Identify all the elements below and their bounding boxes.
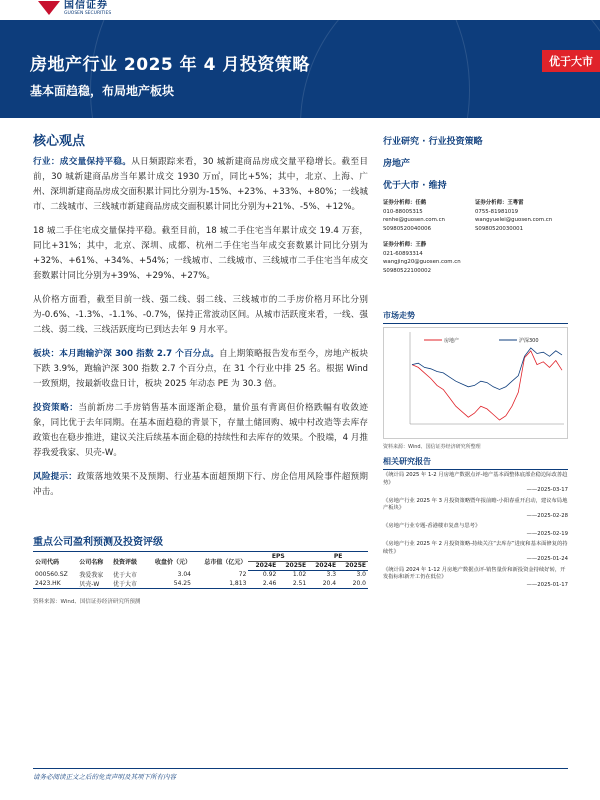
logo-bar (0, 0, 600, 20)
para-price: 从价格方面看，截至目前一线、强二线、弱二线、三线城市的二手房价格月环比分别为-0.6%、-1.3%、-1.1%、-0.7%，保持正常波动区间。从城市活跃度来看，一线、强二线、弱二线、三线活跃度均已到达去年 9 月水平。 (33, 295, 368, 335)
brand-logo (38, 0, 111, 17)
th-code: 公司代码 (35, 558, 60, 566)
para-secondhand: 18 城二手住宅成交量保持平稳。截至目前，18 城二手住宅当年累计成交 19.4 万套，同比+31%；其中，北京、深圳、成都、杭州二手住宅当年成交套数累计同比分别为+32%、+61%、+34%、+54%；一线城市、二线城市、三线城市二手住宅当年成交套数累计同比分别为+39%、+29%、+27%。 (33, 226, 368, 281)
para-strategy: 投资策略：当前新房二手房销售基本面逐渐企稳，量价虽有背离但价格跌幅有收敛迹象，同比优于去年同期。在基本面趋稳的背景下，存量土储回购、城中村改造等去库存政策也在稳步推进，建议关注后续基本面企稳的持续性和去库存的效果。个股端，4 月推荐我爱我家、贝壳-W。 (33, 403, 368, 458)
table-source: 资料来源：Wind、国信证券经济研究所预测 (33, 599, 141, 605)
th-eps: EPS (248, 552, 308, 561)
table-title: 重点公司盈利预测及投资评级 (33, 537, 163, 548)
report-item[interactable]: 《房地产行业专题-香港楼市复盘与思考》 ——2025-02-19 (383, 523, 568, 537)
industry-name: 房地产 (383, 159, 411, 169)
table-row: 000560.SZ 我爱我家 优于大市 3.04 72 0.92 1.02 3.3 3.0 (35, 571, 366, 579)
industry-rating: 优于大市 · 维持 (383, 181, 447, 191)
sidebar (383, 130, 568, 588)
core-heading: 核心观点 (33, 134, 86, 149)
th-rating: 投资评级 (113, 558, 138, 566)
th-eps-2025: 2025E (278, 561, 308, 570)
analyst-card: 证券分析师：王静 021-60893314 wangjing20@guosen.com.cn S0980522100002 (383, 242, 461, 274)
para-risk: 风险提示：政策落地效果不及预期、行业基本面超预期下行、房企信用风险事件超预期冲击。 (33, 472, 368, 497)
th-pe: PE (308, 552, 368, 561)
trend-svg (384, 328, 569, 440)
th-mcap: 总市值（亿元） (204, 558, 247, 566)
report-item[interactable]: 《房地产行业 2025 年 2 月投资策略-持续关注“去库存”进度和基本面修复的持续性》 ——2025-01-24 (383, 541, 568, 562)
th-pe-2025: 2025E (338, 561, 368, 570)
table-row: 2423.HK 贝壳-W 优于大市 54.25 1,813 2.46 2.51 20.4 20.0 (35, 580, 366, 588)
report-category: 行业研究 · 行业投资策略 (383, 137, 483, 147)
logo-cn: 国信证券 (64, 0, 108, 11)
report-item[interactable]: 《统计局 2024 年 1-12 月房地产数据点评-销售量价和新投资金持续好转，开发指标和新开工仍在低位》 ——2025-01-17 (383, 566, 568, 588)
disclaimer-footer: 请务必阅读正文之后的免责声明及其项下所有内容 (33, 773, 176, 781)
th-name: 公司名称 (79, 558, 104, 566)
th-eps-2024: 2024E (248, 561, 278, 570)
legend-label-b: 沪深300 (519, 338, 539, 344)
analyst-card: 证券分析师：王粤雷 0755-81981019 wangyuelei@guosen.com.cn S0980520030001 (475, 200, 553, 232)
rating-badge: 优于大市 (542, 50, 600, 72)
para-industry: 行业：成交量保持平稳。从日频跟踪来看，30 城新建商品房成交量平稳增长。截至目前，30 城新建商品房当年累计成交 1930 万㎡，同比+5%；其中，北京、上海、广州、深圳新建商品房成交面积累计同比分别为-15%、+23%、+33%、+80%；一线城市、二线城市、三线城市新建商品房成交面积累计同比分别为+21%、-5%、+12%。 (33, 157, 368, 212)
report-subtitle: 基本面趋稳，布局地产板块 (30, 84, 175, 98)
report-header (0, 20, 600, 118)
analyst-card: 证券分析师：任鹤 010-88005315 renhe@guosen.com.cn S0980520040006 (383, 200, 445, 232)
trend-heading: 市场走势 (383, 310, 568, 324)
report-item[interactable]: 《统计局 2025 年 1-2 月房地产数据点评-地产基本面整体底部企稳边际改善趋势》 ——2025-03-17 (383, 472, 568, 493)
logo-en: GUOSEN SECURITIES (64, 11, 112, 16)
report-item[interactable]: 《房地产行业 2025 年 3 月投资策略暨年报前瞻-小阳春重开启动，建议布局地产板块》 ——2025-02-28 (383, 497, 568, 519)
logo-icon (38, 1, 60, 17)
report-title: 房地产行业 2025 年 4 月投资策略 (30, 55, 310, 75)
footer-divider (33, 768, 568, 769)
forecast-table (33, 551, 368, 589)
analyst-list (383, 199, 568, 275)
th-pe-2024: 2024E (308, 561, 338, 570)
series-line-0 (412, 351, 562, 420)
related-reports (383, 472, 568, 592)
para-sector: 板块：本月跑输沪深 300 指数 2.7 个百分点。自上期策略报告发布至今，房地产板块下跌 3.9%，跑输沪深 300 指数 2.7 个百分点，在 31 个行业中排 25 名。根据 Wind 一致预期，按最新收盘日计，板块 2025 年动态 PE 为 30.3 倍。 (33, 349, 368, 389)
th-price: 收盘价（元） (154, 558, 191, 566)
market-trend-chart (383, 327, 568, 439)
core-views (33, 130, 368, 509)
series-line-1 (412, 348, 562, 390)
chart-source: 资料来源：Wind、国信证券经济研究所整理 (383, 444, 481, 450)
related-heading: 相关研究报告 (383, 456, 568, 470)
legend-label-a: 房地产 (444, 338, 460, 344)
